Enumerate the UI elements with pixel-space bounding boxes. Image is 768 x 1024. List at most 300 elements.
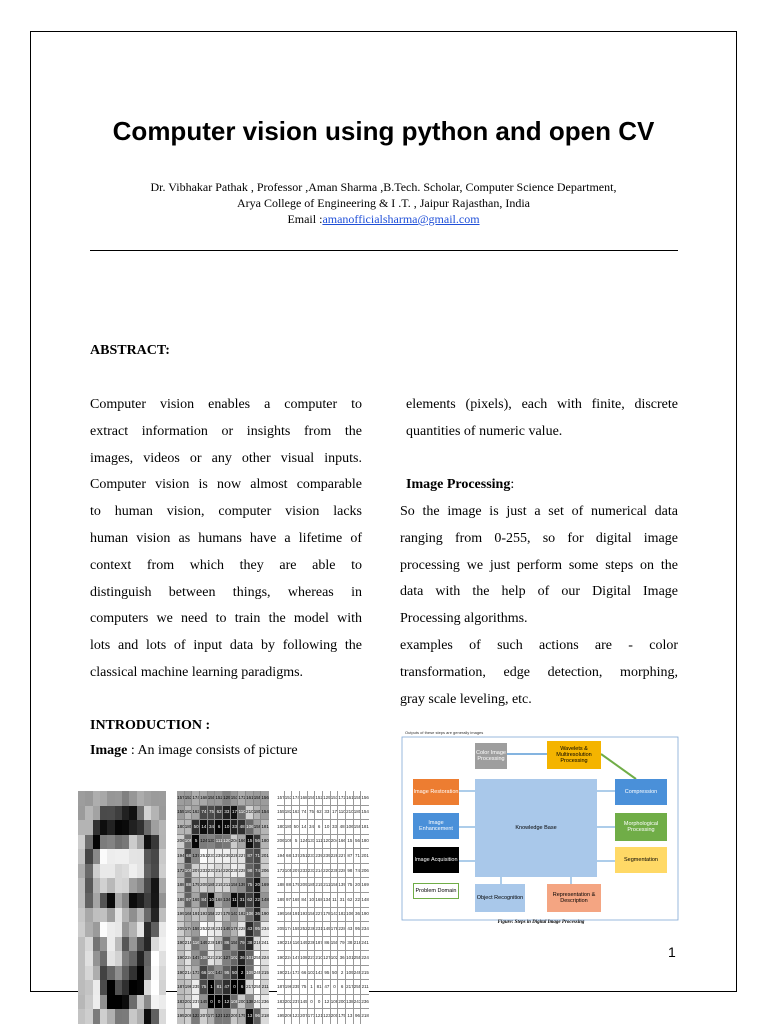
- abstract-line: distinguish between things, whereas in: [90, 584, 362, 600]
- pixel-cell: [93, 995, 100, 1010]
- pixel-value: 43: [347, 925, 353, 931]
- box-label: Segmentation: [624, 856, 658, 863]
- pixel-cell: [346, 1009, 354, 1024]
- pixel-value: 1: [210, 984, 213, 990]
- pixel-value: 20: [254, 882, 260, 888]
- pixel-cell: [85, 820, 92, 835]
- pixel-cell: [238, 995, 246, 1010]
- pixel-cell: [129, 937, 136, 952]
- pixel-value: 62: [216, 809, 222, 815]
- pixel-cell: [331, 893, 339, 908]
- pixel-cell: [159, 966, 166, 981]
- pixel-cell: [78, 980, 85, 995]
- pixel-cell: [200, 922, 208, 937]
- pixel-value: 154: [361, 809, 369, 815]
- pixel-cell: [323, 835, 331, 850]
- pixel-value: 1: [310, 984, 313, 990]
- pixel-cell: [223, 893, 231, 908]
- pixel-cell: [115, 922, 122, 937]
- pixel-value: 216: [184, 940, 193, 946]
- pixel-value: 190: [177, 954, 185, 960]
- pixel-value: 95: [224, 969, 230, 975]
- pixel-cell: [323, 995, 331, 1010]
- pixel-value: 36: [239, 954, 245, 960]
- pixel-cell: [192, 980, 200, 995]
- pixel-value: 255: [353, 954, 362, 960]
- pixel-value: 149: [223, 925, 231, 931]
- pixel-cell: [215, 791, 223, 806]
- pixel-value: 182: [184, 809, 193, 815]
- pixel-cell: [215, 835, 223, 850]
- pixel-value: 148: [361, 896, 369, 902]
- pixel-cell: [192, 922, 200, 937]
- pixel-cell: [223, 820, 231, 835]
- pixel-cell: [261, 806, 269, 821]
- pixel-cell: [122, 922, 129, 937]
- pixel-cell: [159, 864, 166, 879]
- continuation-line: quantities of numeric value.: [406, 423, 563, 439]
- pixel-cell: [93, 937, 100, 952]
- pixel-cell: [261, 864, 269, 879]
- pixel-cell: [292, 951, 300, 966]
- pixel-cell: [192, 791, 200, 806]
- pixel-value: 17: [231, 809, 237, 815]
- pixel-cell: [200, 995, 208, 1010]
- pixel-cell: [238, 922, 246, 937]
- pixel-cell: [331, 908, 339, 923]
- pixel-cell: [323, 1009, 331, 1024]
- pixel-cell: [200, 791, 208, 806]
- pixel-cell: [200, 806, 208, 821]
- pixel-value: 251: [300, 853, 308, 859]
- pixel-cell: [185, 966, 193, 981]
- pixel-cell: [231, 878, 239, 893]
- pixel-cell: [151, 864, 158, 879]
- pixel-value: 123: [292, 1013, 300, 1019]
- pixel-cell: [238, 849, 246, 864]
- pixel-value: 62: [247, 896, 253, 902]
- pixel-cell: [177, 908, 185, 923]
- pixel-cell: [338, 951, 346, 966]
- pixel-cell: [115, 937, 122, 952]
- pixel-value: 249: [353, 969, 362, 975]
- pixel-cell: [277, 966, 285, 981]
- pixel-value: 243: [253, 998, 262, 1004]
- pixel-cell: [177, 864, 185, 879]
- abstract-line: extract information or insights from the: [90, 423, 362, 439]
- pixel-cell: [246, 908, 254, 923]
- pixel-cell: [292, 980, 300, 995]
- pixel-cell: [331, 951, 339, 966]
- pixel-cell: [315, 937, 323, 952]
- pixel-value: 166: [238, 838, 246, 844]
- pixel-cell: [354, 791, 362, 806]
- pixel-cell: [223, 1009, 231, 1024]
- pixel-cell: [323, 908, 331, 923]
- pixel-value: 237: [192, 998, 200, 1004]
- pixel-value: 193: [300, 911, 308, 917]
- pixel-value: 205: [277, 925, 285, 931]
- pixel-cell: [285, 864, 293, 879]
- pixel-cell: [231, 922, 239, 937]
- pixel-value: 204: [330, 838, 339, 844]
- pixel-value: 239: [215, 853, 223, 859]
- pixel-cell: [315, 864, 323, 879]
- pixel-cell: [308, 791, 316, 806]
- pixel-cell: [129, 849, 136, 864]
- pixel-value: 214: [215, 867, 223, 873]
- pixel-cell: [315, 893, 323, 908]
- abstract-line: computers we need to train the model with: [90, 611, 362, 627]
- pixel-cell: [315, 922, 323, 937]
- pixel-value: 205: [177, 925, 185, 931]
- pixel-value: 6: [317, 823, 321, 829]
- pixel-value: 81: [316, 984, 322, 990]
- pixel-cell: [208, 893, 216, 908]
- pixel-value: 11: [232, 896, 237, 902]
- pixel-cell: [292, 966, 300, 981]
- pixel-cell: [107, 980, 114, 995]
- pixel-cell: [338, 980, 346, 995]
- pixel-cell: [137, 791, 144, 806]
- pixel-value: 191: [292, 911, 300, 917]
- pixel-value: 149: [200, 940, 208, 946]
- pixel-cell: [100, 1009, 107, 1024]
- pixel-cell: [151, 806, 158, 821]
- pixel-cell: [115, 951, 122, 966]
- pixel-value: 179: [192, 882, 200, 888]
- pixel-cell: [85, 835, 92, 850]
- pixel-value: 235: [292, 984, 300, 990]
- pixel-value: 105: [284, 867, 293, 873]
- pixel-value: 178: [230, 925, 239, 931]
- introduction-heading: INTRODUCTION :: [90, 718, 211, 733]
- pixel-value: 209: [300, 882, 308, 888]
- pixel-cell: [85, 849, 92, 864]
- pixel-cell: [137, 980, 144, 995]
- pixel-cell: [115, 849, 122, 864]
- pixel-value: 75: [308, 809, 314, 815]
- pixel-value: 218: [353, 940, 362, 946]
- pixel-value: 120: [323, 838, 331, 844]
- pixel-value: 153: [284, 794, 293, 800]
- pixel-cell: [78, 951, 85, 966]
- pixel-value: 97: [185, 896, 191, 902]
- pixel-cell: [144, 980, 151, 995]
- pixel-value: 183: [277, 998, 285, 1004]
- pixel-cell: [331, 1009, 339, 1024]
- pixel-cell: [231, 937, 239, 952]
- box-wavelets: [547, 741, 601, 769]
- introduction-image-line: [90, 738, 362, 765]
- pixel-value: 188: [277, 882, 285, 888]
- pixel-cell: [185, 995, 193, 1010]
- pixel-cell: [223, 966, 231, 981]
- pixel-value: 228: [238, 867, 246, 873]
- pixel-cell: [223, 806, 231, 821]
- pixel-cell: [177, 995, 185, 1010]
- pixel-cell: [200, 1009, 208, 1024]
- pixel-cell: [231, 864, 239, 879]
- pixel-value: 236: [261, 998, 269, 1004]
- pixel-value: 181: [261, 823, 269, 829]
- pixel-cell: [151, 922, 158, 937]
- pixel-value: 0: [210, 998, 213, 1004]
- pixel-cell: [346, 908, 354, 923]
- pixel-cell: [323, 980, 331, 995]
- pixel-cell: [93, 878, 100, 893]
- pixel-cell: [308, 835, 316, 850]
- pixel-cell: [137, 937, 144, 952]
- pixel-value: 123: [323, 1013, 331, 1019]
- pixel-cell: [107, 908, 114, 923]
- pixel-cell: [354, 864, 362, 879]
- box-knowledge-base: [475, 779, 597, 877]
- pixel-cell: [78, 966, 85, 981]
- pixel-cell: [208, 937, 216, 952]
- pixel-cell: [85, 966, 92, 981]
- pixel-value: 14: [201, 823, 207, 829]
- pixel-cell: [261, 791, 269, 806]
- pixel-value: 155: [177, 809, 185, 815]
- image-processing-line: Processing algorithms.: [400, 611, 528, 627]
- pixel-value: 228: [230, 853, 239, 859]
- pixel-cell: [144, 937, 151, 952]
- pixel-cell: [231, 966, 239, 981]
- abstract-body: [90, 392, 362, 687]
- pixel-value: 161: [346, 794, 354, 800]
- pixel-value: 87: [247, 853, 253, 859]
- pixel-cell: [338, 922, 346, 937]
- pixel-value: 190: [177, 969, 185, 975]
- pixel-cell: [151, 835, 158, 850]
- pixel-cell: [300, 908, 308, 923]
- pixel-value: 33: [224, 809, 230, 815]
- pixel-cell: [231, 980, 239, 995]
- pixel-value: 68: [185, 853, 191, 859]
- pixel-value: 131: [307, 838, 316, 844]
- pixel-cell: [177, 922, 185, 937]
- pixel-cell: [331, 980, 339, 995]
- pixel-cell: [215, 893, 223, 908]
- pixel-value: 147: [192, 954, 200, 960]
- pixel-cell: [354, 806, 362, 821]
- pixel-cell: [308, 806, 316, 821]
- pixel-value: 211: [261, 984, 269, 990]
- pixel-cell: [254, 922, 262, 937]
- pixel-cell: [261, 922, 269, 937]
- pixel-value: 243: [353, 998, 362, 1004]
- pixel-value: 255: [353, 984, 362, 990]
- pixel-cell: [93, 864, 100, 879]
- pixel-value: 249: [253, 969, 262, 975]
- pixel-value: 110: [238, 809, 246, 815]
- pixel-value: 109: [284, 838, 293, 844]
- pixel-cell: [115, 791, 122, 806]
- pixel-cell: [331, 922, 339, 937]
- pixel-value: 123: [223, 1013, 231, 1019]
- pixel-cell: [261, 980, 269, 995]
- pixel-value: 220: [223, 867, 231, 873]
- pixel-cell: [151, 849, 158, 864]
- paper-title: Computer vision using python and open CV: [112, 116, 655, 146]
- pixel-value: 147: [292, 954, 300, 960]
- pixel-cell: [338, 893, 346, 908]
- pixel-value: 183: [177, 998, 185, 1004]
- pixel-cell: [122, 893, 129, 908]
- pixel-value: 227: [207, 954, 216, 960]
- pixel-value: 193: [200, 911, 208, 917]
- pixel-cell: [223, 835, 231, 850]
- pixel-cell: [308, 966, 316, 981]
- pixel-cell: [144, 951, 151, 966]
- pixel-cell: [254, 966, 262, 981]
- pixel-value: 38: [247, 940, 253, 946]
- pixel-cell: [246, 937, 254, 952]
- pixel-cell: [292, 937, 300, 952]
- abstract-heading: ABSTRACT:: [90, 343, 170, 358]
- pixel-cell: [361, 966, 369, 981]
- pixel-value: 228: [238, 925, 246, 931]
- pixel-cell: [315, 791, 323, 806]
- pixel-cell: [300, 806, 308, 821]
- pixel-cell: [137, 1009, 144, 1024]
- pixel-cell: [300, 849, 308, 864]
- pixel-cell: [78, 878, 85, 893]
- pixel-cell: [159, 937, 166, 952]
- pixel-cell: [254, 1009, 262, 1024]
- pixel-cell: [277, 937, 285, 952]
- pixel-cell: [159, 820, 166, 835]
- pixel-cell: [354, 908, 362, 923]
- pixel-cell: [338, 835, 346, 850]
- pixel-cell: [107, 995, 114, 1010]
- pixel-cell: [177, 849, 185, 864]
- pixel-cell: [151, 791, 158, 806]
- pixel-cell: [100, 806, 107, 821]
- pixel-cell: [192, 908, 200, 923]
- pixel-cell: [331, 937, 339, 952]
- pixel-cell: [151, 951, 158, 966]
- box-label: Image Restoration: [413, 788, 459, 795]
- pixel-cell: [238, 966, 246, 981]
- pixel-cell: [200, 864, 208, 879]
- pixel-value: 180: [353, 809, 362, 815]
- pixel-cell: [246, 951, 254, 966]
- pixel-value: 108: [330, 998, 339, 1004]
- box-label: Representation & Description: [552, 891, 596, 904]
- pixel-value: 108: [300, 954, 308, 960]
- pixel-value: 138: [246, 998, 254, 1004]
- pixel-cell: [231, 893, 239, 908]
- pixel-value: 88: [185, 882, 191, 888]
- pixel-cell: [246, 966, 254, 981]
- pixel-cell: [215, 820, 223, 835]
- pixel-cell: [151, 966, 158, 981]
- pixel-cell: [93, 980, 100, 995]
- pixel-cell: [323, 820, 331, 835]
- pixel-cell: [254, 806, 262, 821]
- pixel-value: 79: [239, 940, 245, 946]
- pixel-cell: [185, 893, 193, 908]
- pixel-cell: [129, 908, 136, 923]
- pixel-cell: [129, 922, 136, 937]
- pixel-cell: [144, 835, 151, 850]
- email-link[interactable]: amanofficialsharma@gmail.com: [322, 212, 480, 226]
- pixel-value: 159: [253, 823, 262, 829]
- pixel-cell: [292, 849, 300, 864]
- pixel-cell: [208, 1009, 216, 1024]
- pixel-value: 163: [192, 809, 200, 815]
- pixel-cell: [208, 820, 216, 835]
- pixel-cell: [277, 995, 285, 1010]
- examples-line: examples of such actions are - color: [400, 637, 678, 653]
- pixel-value: 150: [307, 794, 316, 800]
- pixel-value: 215: [215, 882, 223, 888]
- pixel-cell: [192, 893, 200, 908]
- pixel-value: 215: [261, 969, 269, 975]
- pixel-cell: [185, 820, 193, 835]
- pixel-cell: [354, 922, 362, 937]
- pixel-cell: [200, 980, 208, 995]
- pixel-cell: [338, 806, 346, 821]
- pixel-value: 71: [354, 853, 360, 859]
- box-image-enhancement: [413, 813, 459, 839]
- pixel-cell: [129, 893, 136, 908]
- pixel-cell: [177, 893, 185, 908]
- pixel-value: 237: [307, 853, 316, 859]
- pixel-value: 13: [347, 1013, 353, 1019]
- pixel-value: 201: [361, 853, 369, 859]
- pixel-value: 180: [253, 809, 262, 815]
- page-number: 1: [668, 944, 676, 960]
- pixel-cell: [346, 951, 354, 966]
- pixel-cell: [292, 820, 300, 835]
- pixel-value: 185: [207, 882, 216, 888]
- pixel-value: 15: [347, 838, 353, 844]
- pixel-cell: [208, 966, 216, 981]
- pixel-value: 168: [284, 911, 293, 917]
- pixel-cell: [254, 835, 262, 850]
- pixel-value: 139: [238, 882, 246, 888]
- pixel-value: 143: [315, 969, 323, 975]
- pixel-value: 121: [315, 1013, 323, 1019]
- pixel-cell: [292, 791, 300, 806]
- pixel-cell: [185, 951, 193, 966]
- pixel-value: 180: [177, 823, 185, 829]
- pixel-value: 204: [230, 838, 239, 844]
- pixel-cell: [144, 878, 151, 893]
- pixel-cell: [115, 908, 122, 923]
- image-processing-diagram: [401, 729, 679, 929]
- pixel-cell: [300, 835, 308, 850]
- pixel-value: 236: [207, 925, 216, 931]
- pixel-value: 127: [323, 954, 331, 960]
- pixel-value: 211: [323, 882, 331, 888]
- pixel-cell: [137, 995, 144, 1010]
- pixel-cell: [107, 849, 114, 864]
- pixel-value: 175: [238, 1013, 246, 1019]
- image-term: Image: [90, 743, 128, 758]
- pixel-value: 134: [223, 896, 231, 902]
- pixel-value: 173: [292, 969, 300, 975]
- pixel-cell: [115, 995, 122, 1010]
- pixel-value: 191: [192, 911, 200, 917]
- pixel-value: 224: [284, 954, 293, 960]
- pixel-value: 228: [338, 867, 346, 873]
- pixel-value: 150: [230, 940, 239, 946]
- pixel-value: 227: [238, 853, 246, 859]
